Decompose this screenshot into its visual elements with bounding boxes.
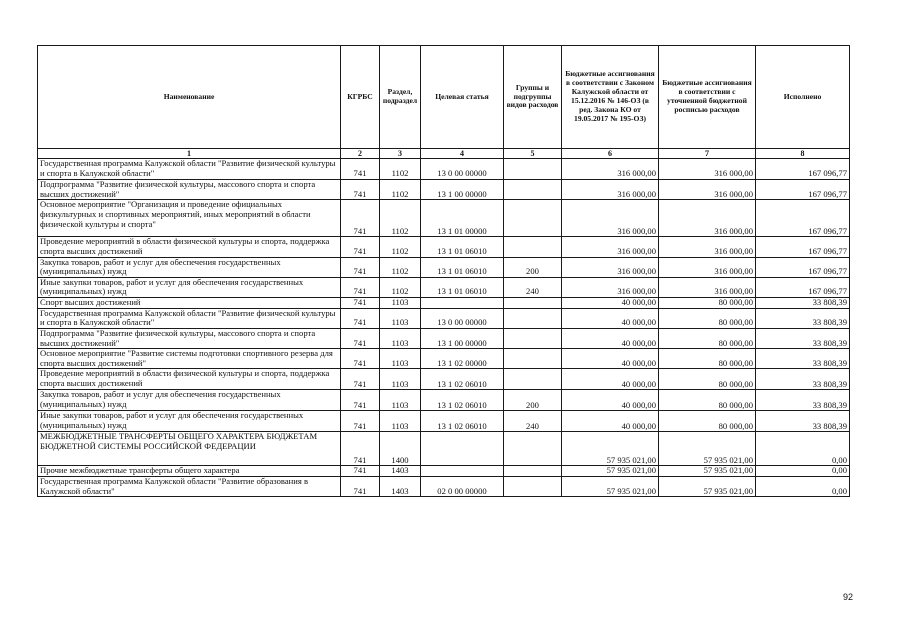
row-group-cell [504, 298, 562, 309]
row-section-cell: 1103 [380, 411, 421, 432]
row-kgrbs-cell: 741 [341, 180, 380, 200]
row-executed-cell: 33 808,39 [756, 308, 850, 328]
row-section-cell: 1102 [380, 159, 421, 180]
row-target-cell: 13 1 00 00000 [421, 180, 504, 200]
row-executed-cell: 167 096,77 [756, 257, 850, 277]
table-row [38, 477, 850, 497]
row-refined-allocation-cell: 57 935 021,00 [659, 477, 756, 497]
row-law-allocation-cell: 316 000,00 [562, 257, 659, 277]
row-group-cell: 200 [504, 257, 562, 277]
row-law-allocation-cell: 57 935 021,00 [562, 477, 659, 497]
row-name-cell: Подпрограмма "Развитие физической культуры, массового спорта и спорта высших достижений" [38, 180, 341, 200]
row-section-cell: 1103 [380, 328, 421, 348]
row-kgrbs-cell: 741 [341, 159, 380, 180]
table-row [38, 369, 850, 390]
column-number: 4 [421, 149, 504, 159]
row-section-cell: 1102 [380, 237, 421, 257]
row-section-cell: 1403 [380, 466, 421, 477]
column-number: 3 [380, 149, 421, 159]
row-refined-allocation-cell: 80 000,00 [659, 390, 756, 411]
row-executed-cell: 33 808,39 [756, 369, 850, 390]
row-refined-allocation-cell: 80 000,00 [659, 298, 756, 309]
row-kgrbs-cell: 741 [341, 298, 380, 309]
row-law-allocation-cell: 57 935 021,00 [562, 432, 659, 466]
row-section-cell: 1103 [380, 349, 421, 369]
row-name-cell: МЕЖБЮДЖЕТНЫЕ ТРАНСФЕРТЫ ОБЩЕГО ХАРАКТЕРА БЮДЖЕТАМ БЮДЖЕТНОЙ СИСТЕМЫ РОССИЙСКОЙ ФЕДЕРАЦИИ [38, 432, 341, 466]
row-executed-cell: 167 096,77 [756, 237, 850, 257]
row-law-allocation-cell: 40 000,00 [562, 369, 659, 390]
row-section-cell: 1102 [380, 200, 421, 237]
row-kgrbs-cell: 741 [341, 411, 380, 432]
table-row [38, 308, 850, 328]
table-row [38, 411, 850, 432]
row-name-cell: Иные закупки товаров, работ и услуг для обеспечения государственных (муниципальных) нужд [38, 411, 341, 432]
row-law-allocation-cell: 40 000,00 [562, 298, 659, 309]
column-number: 5 [504, 149, 562, 159]
row-name-cell: Государственная программа Калужской области "Развитие образования в Калужской области" [38, 477, 341, 497]
row-group-cell [504, 159, 562, 180]
row-kgrbs-cell: 741 [341, 432, 380, 466]
row-group-cell [504, 477, 562, 497]
row-refined-allocation-cell: 316 000,00 [659, 180, 756, 200]
row-target-cell [421, 298, 504, 309]
row-group-cell [504, 349, 562, 369]
row-law-allocation-cell: 316 000,00 [562, 237, 659, 257]
row-name-cell: Закупка товаров, работ и услуг для обеспечения государственных (муниципальных) нужд [38, 257, 341, 277]
row-executed-cell: 0,00 [756, 466, 850, 477]
row-name-cell: Государственная программа Калужской области "Развитие физической культуры и спорта в Калужской области" [38, 308, 341, 328]
header-section: Раздел, подраздел [380, 46, 421, 149]
row-target-cell [421, 466, 504, 477]
header-name: Наименование [38, 46, 341, 149]
column-number: 6 [562, 149, 659, 159]
row-group-cell [504, 237, 562, 257]
row-section-cell: 1103 [380, 369, 421, 390]
row-kgrbs-cell: 741 [341, 328, 380, 348]
row-group-cell: 200 [504, 390, 562, 411]
row-refined-allocation-cell: 316 000,00 [659, 257, 756, 277]
row-target-cell [421, 432, 504, 466]
row-executed-cell: 167 096,77 [756, 277, 850, 297]
table-row [38, 466, 850, 477]
row-target-cell: 13 1 02 06010 [421, 411, 504, 432]
row-executed-cell: 0,00 [756, 432, 850, 466]
row-refined-allocation-cell: 80 000,00 [659, 369, 756, 390]
row-executed-cell: 33 808,39 [756, 390, 850, 411]
row-group-cell [504, 200, 562, 237]
row-kgrbs-cell: 741 [341, 349, 380, 369]
row-section-cell: 1102 [380, 257, 421, 277]
header-row [38, 46, 850, 149]
row-section-cell: 1103 [380, 390, 421, 411]
row-law-allocation-cell: 57 935 021,00 [562, 466, 659, 477]
row-group-cell [504, 432, 562, 466]
row-name-cell: Проведение мероприятий в области физической культуры и спорта, поддержка спорта высших достижений [38, 369, 341, 390]
row-target-cell: 13 1 02 00000 [421, 349, 504, 369]
column-number-row [38, 149, 850, 159]
row-refined-allocation-cell: 80 000,00 [659, 328, 756, 348]
budget-table [37, 45, 850, 497]
row-executed-cell: 33 808,39 [756, 349, 850, 369]
column-number: 7 [659, 149, 756, 159]
row-law-allocation-cell: 316 000,00 [562, 159, 659, 180]
row-target-cell: 13 1 01 00000 [421, 200, 504, 237]
row-group-cell [504, 180, 562, 200]
table-row [38, 298, 850, 309]
row-target-cell: 13 1 00 00000 [421, 328, 504, 348]
header-kgrbs: КГРБС [341, 46, 380, 149]
row-refined-allocation-cell: 57 935 021,00 [659, 466, 756, 477]
row-kgrbs-cell: 741 [341, 277, 380, 297]
row-law-allocation-cell: 316 000,00 [562, 277, 659, 297]
row-kgrbs-cell: 741 [341, 257, 380, 277]
row-group-cell [504, 369, 562, 390]
header-refined-allocation: Бюджетные ассигнования в соответствии с уточненной бюджетной росписью расходов [659, 46, 756, 149]
row-name-cell: Проведение мероприятий в области физической культуры и спорта, поддержка спорта высших достижений [38, 237, 341, 257]
row-target-cell: 13 1 01 06010 [421, 237, 504, 257]
row-executed-cell: 167 096,77 [756, 200, 850, 237]
row-executed-cell: 33 808,39 [756, 328, 850, 348]
row-group-cell [504, 466, 562, 477]
table-row [38, 277, 850, 297]
row-name-cell: Подпрограмма "Развитие физической культуры, массового спорта и спорта высших достижений" [38, 328, 341, 348]
table-row [38, 328, 850, 348]
row-refined-allocation-cell: 316 000,00 [659, 200, 756, 237]
row-executed-cell: 167 096,77 [756, 159, 850, 180]
row-group-cell [504, 308, 562, 328]
row-kgrbs-cell: 741 [341, 466, 380, 477]
column-number: 8 [756, 149, 850, 159]
row-target-cell: 13 0 00 00000 [421, 308, 504, 328]
row-executed-cell: 167 096,77 [756, 180, 850, 200]
row-target-cell: 13 1 02 06010 [421, 390, 504, 411]
row-section-cell: 1400 [380, 432, 421, 466]
table-row [38, 180, 850, 200]
row-section-cell: 1102 [380, 277, 421, 297]
row-refined-allocation-cell: 80 000,00 [659, 349, 756, 369]
row-target-cell: 13 1 02 06010 [421, 369, 504, 390]
row-name-cell: Основное мероприятие "Развитие системы подготовки спортивного резерва для спорта высших достижений" [38, 349, 341, 369]
table-row [38, 257, 850, 277]
row-name-cell: Основное мероприятие "Организация и проведение официальных физкультурных и спортивных мероприятий, иных мероприятий в области физической культуры и спорта" [38, 200, 341, 237]
row-law-allocation-cell: 40 000,00 [562, 349, 659, 369]
row-name-cell: Закупка товаров, работ и услуг для обеспечения государственных (муниципальных) нужд [38, 390, 341, 411]
row-section-cell: 1403 [380, 477, 421, 497]
table-row [38, 432, 850, 466]
row-refined-allocation-cell: 57 935 021,00 [659, 432, 756, 466]
row-law-allocation-cell: 316 000,00 [562, 180, 659, 200]
table-row [38, 159, 850, 180]
header-law-allocation: Бюджетные ассигнования в соответствии с Законом Калужской области от 15.12.2016 № 146-ОЗ (в ред. Закона КО от 19.05.2017 № 195-ОЗ) [562, 46, 659, 149]
table-row [38, 200, 850, 237]
row-law-allocation-cell: 40 000,00 [562, 411, 659, 432]
row-kgrbs-cell: 741 [341, 477, 380, 497]
row-executed-cell: 0,00 [756, 477, 850, 497]
header-groups: Группы и подгруппы видов расходов [504, 46, 562, 149]
row-kgrbs-cell: 741 [341, 200, 380, 237]
header-target: Целевая статья [421, 46, 504, 149]
row-kgrbs-cell: 741 [341, 237, 380, 257]
row-name-cell: Прочие межбюджетные трансферты общего характера [38, 466, 341, 477]
row-kgrbs-cell: 741 [341, 308, 380, 328]
header-executed: Исполнено [756, 46, 850, 149]
column-number: 1 [38, 149, 341, 159]
row-executed-cell: 33 808,39 [756, 411, 850, 432]
row-section-cell: 1102 [380, 180, 421, 200]
row-target-cell: 02 0 00 00000 [421, 477, 504, 497]
row-law-allocation-cell: 40 000,00 [562, 308, 659, 328]
row-law-allocation-cell: 316 000,00 [562, 200, 659, 237]
row-law-allocation-cell: 40 000,00 [562, 328, 659, 348]
row-name-cell: Спорт высших достижений [38, 298, 341, 309]
row-name-cell: Государственная программа Калужской области "Развитие физической культуры и спорта в Калужской области" [38, 159, 341, 180]
table-row [38, 390, 850, 411]
row-group-cell: 240 [504, 411, 562, 432]
page-number: 92 [842, 592, 853, 602]
column-number: 2 [341, 149, 380, 159]
table-row [38, 237, 850, 257]
row-name-cell: Иные закупки товаров, работ и услуг для обеспечения государственных (муниципальных) нужд [38, 277, 341, 297]
row-executed-cell: 33 808,39 [756, 298, 850, 309]
row-kgrbs-cell: 741 [341, 390, 380, 411]
table-row [38, 349, 850, 369]
row-target-cell: 13 1 01 06010 [421, 257, 504, 277]
row-group-cell: 240 [504, 277, 562, 297]
row-refined-allocation-cell: 316 000,00 [659, 277, 756, 297]
row-law-allocation-cell: 40 000,00 [562, 390, 659, 411]
row-target-cell: 13 0 00 00000 [421, 159, 504, 180]
table-body [38, 159, 850, 497]
row-section-cell: 1103 [380, 308, 421, 328]
row-refined-allocation-cell: 80 000,00 [659, 411, 756, 432]
row-group-cell [504, 328, 562, 348]
row-refined-allocation-cell: 316 000,00 [659, 237, 756, 257]
row-refined-allocation-cell: 316 000,00 [659, 159, 756, 180]
row-section-cell: 1103 [380, 298, 421, 309]
row-target-cell: 13 1 01 06010 [421, 277, 504, 297]
row-kgrbs-cell: 741 [341, 369, 380, 390]
row-refined-allocation-cell: 80 000,00 [659, 308, 756, 328]
